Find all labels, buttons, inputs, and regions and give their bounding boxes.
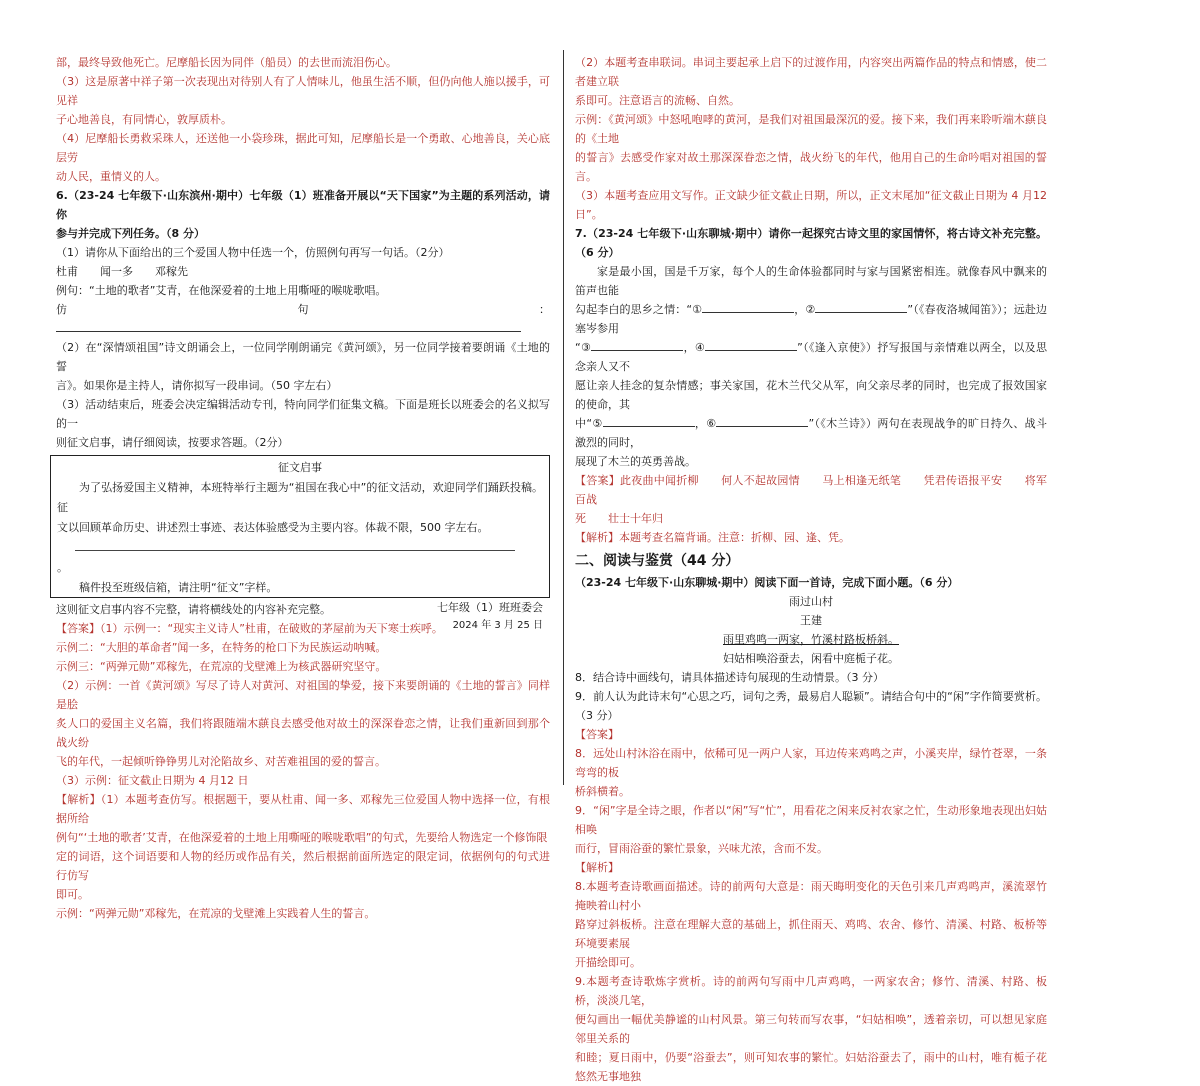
text-line: 子心地善良，有同情心，敦厚质朴。 [56, 113, 232, 126]
question-6-heading-cont: 参与并完成下列任务。（8 分） [56, 227, 205, 240]
text-line: 部，最终导致他死亡。尼摩船长因为同伴（船员）的去世而流泪伤心。 [56, 56, 397, 69]
fill-line: “③ ，④ ”（《逢入京使》）抒写报国与亲情难以两全，以及思念亲人又不 [575, 341, 1047, 373]
answer-line: 炙人口的爱国主义名篇，我们将跟随端木蕻良去感受他对故土的深深眷恋之情，让我们重新回到那个战火纷 [56, 717, 550, 749]
left-column [56, 53, 550, 923]
notice-blank-line: 。 [57, 538, 543, 578]
analysis-line: 即可。 [56, 888, 89, 901]
answer-blank-3[interactable] [591, 339, 683, 351]
analysis-line: 示例：“两弹元勋”邓稼先，在荒凉的戈壁滩上实践着人生的誓言。 [56, 907, 376, 920]
text-line: 家是最小国，国是千万家，每个人的生命体验都同时与家与国紧密相连。就像春风中飘来的笛声也能 [575, 265, 1047, 297]
answer-label: 【答案】 [575, 728, 619, 741]
notice-text: 文以回顾革命历史、讲述烈士事迹、表达体验感受为主要内容。体裁不限，500 字左右。 [57, 521, 489, 534]
answer-line: 【答案】此夜曲中闻折柳 何人不起故园情 马上相逢无纸笔 凭君传语报平安 将军百战 [575, 474, 1047, 506]
figure-list: 杜甫 闻一多 邓稼先 [56, 265, 188, 278]
notice-title: 征文启事 [278, 461, 322, 474]
right-column [575, 53, 1047, 1086]
question-7-heading: 7.（23-24 七年级下·山东聊城·期中）请你一起探究古诗文里的家国情怀，将古诗文补充完整。（6 分） [575, 227, 1047, 259]
notice-signature: 七年级（1）班班委会 [437, 601, 543, 614]
answer-line: 9．“闲”字是全诗之眼，作者以“闲”写“忙”，用看花之闲来反衬农家之忙，生动形象地表现出妇姑相唤 [575, 804, 1047, 836]
analysis-line: 例句“‘土地的歌者’艾青，在他深爱着的土地上用嘶哑的喉咙歌唱”的句式，先要给人物选定一个修饰限 [56, 831, 548, 844]
imitation-label: 仿句： [56, 303, 550, 316]
analysis-line: （2）本题考查串联词。串词主要起承上启下的过渡作用，内容突出两篇作品的特点和情感，使二者建立联 [575, 56, 1047, 88]
answer-line: 8．远处山村沐浴在雨中，依稀可见一两户人家，耳边传来鸡鸣之声，小溪夹岸，绿竹苍翠，一条弯弯的板 [575, 747, 1047, 779]
analysis-line: 路穿过斜板桥。注意在理解大意的基础上，抓住雨天、鸡鸣、农舍、修竹、清溪、村路、板桥等环境要素展 [575, 918, 1047, 950]
fill-line: 勾起李白的思乡之情：“① ，② ”（《春夜洛城闻笛》）；远赴边塞岑参用 [575, 303, 1047, 335]
example-sentence: 例句：“土地的歌者”艾青，在他深爱着的土地上用嘶哑的喉咙歌唱。 [56, 284, 387, 297]
text-line: （3）这是原著中祥子第一次表现出对待别人有了人情味儿，他虽生活不顺，但仍向他人施以援手，可见祥 [56, 75, 550, 107]
imitation-line [56, 300, 550, 338]
question-9: 9．前人认为此诗末句“心思之巧，词句之秀，最易启人聪颖”。请结合句中的“闲”字作简要赏析。（3 分） [575, 690, 1047, 722]
poem-title: 雨过山村 [789, 595, 833, 608]
text-line: 动人民，重情义的人。 [56, 170, 166, 183]
answer-blank[interactable] [56, 320, 521, 332]
answer-line: （2）示例：一首《黄河颂》写尽了诗人对黄河、对祖国的挚爱，接下来要朗诵的《土地的誓言》同样是脍 [56, 679, 550, 711]
answer-line: 死 壮士十年归 [575, 512, 663, 525]
text-line: （2）在“深情颂祖国”诗文朗诵会上，一位同学刚朗诵完《黄河颂》，另一位同学接着要朗诵《土地的誓 [56, 341, 550, 373]
notice-date: 2024 年 3 月 25 日 [452, 620, 543, 631]
analysis-line: 便勾画出一幅优美静谧的山村风景。第三句转而写农事，“妇姑相唤”，透着亲切，可以想见家庭邻里关系的 [575, 1013, 1047, 1045]
answer-blank-2[interactable] [815, 301, 907, 313]
text-line: （1）请你从下面给出的三个爱国人物中任选一个，仿照例句再写一句话。（2分） [56, 246, 450, 259]
answer-line: 【答案】（1）示例一：“现实主义诗人”杜甫，在破败的茅屋前为天下寒士疾呼。 [56, 622, 443, 635]
text-line: 言》。如果你是主持人，请你拟写一段串词。（50 字左右） [56, 379, 338, 392]
poem-author: 王建 [800, 614, 822, 627]
poem-line: 雨里鸡鸣一两家，竹溪村路板桥斜。 [723, 633, 899, 646]
text-line: 这则征文启事内容不完整，请将横线处的内容补充完整。 [56, 603, 331, 616]
analysis-line: 9.本题考查诗歌炼字赏析。诗的前两句写雨中几声鸡鸣，一两家农舍；修竹、清溪、村路、板桥，淡淡几笔， [575, 975, 1047, 1007]
notice-text: 为了弘扬爱国主义精神，本班特举行主题为“祖国在我心中”的征文活动，欢迎同学们踊跃投稿。征 [57, 481, 543, 514]
text-line: 展现了木兰的英勇善战。 [575, 455, 696, 468]
analysis-line: 示例：《黄河颂》中怒吼咆哮的黄河，是我们对祖国最深沉的爱。接下来，我们再来聆听端木蕻良的《土地 [575, 113, 1047, 145]
reading-instruction: （23-24 七年级下·山东聊城·期中）阅读下面一首诗，完成下面小题。（6 分） [575, 576, 959, 589]
column-divider [563, 50, 564, 785]
answer-line: 桥斜横着。 [575, 785, 630, 798]
answer-line: 飞的年代，一起倾听铮铮男儿对沦陷故乡、对苦难祖国的爱的誓言。 [56, 755, 386, 768]
analysis-line: 8.本题考查诗歌画面描述。诗的前两句大意是：雨天晦明变化的天色引来几声鸡鸣声，溪流翠竹掩映着山村小 [575, 880, 1047, 912]
analysis-line: 的誓言》去感受作家对故土那深深眷恋之情，战火纷飞的年代，他用自己的生命吟唱对祖国的誓言。 [575, 151, 1047, 183]
question-8: 8．结合诗中画线句，请具体描述诗句展现的生动情景。（3 分） [575, 671, 884, 684]
text-line: （3）活动结束后，班委会决定编辑活动专刊，特向同学们征集文稿。下面是班长以班委会的名义拟写的一 [56, 398, 550, 430]
poem-line: 妇姑相唤浴蚕去，闲看中庭栀子花。 [723, 652, 899, 665]
answer-blank-6[interactable] [716, 415, 808, 427]
answer-line: 示例三：“两弹元勋”邓稼先，在荒凉的戈壁滩上为核武器研究坚守。 [56, 660, 387, 673]
analysis-line: 开描绘即可。 [575, 956, 641, 969]
question-6-heading: 6.（23-24 七年级下·山东滨州·期中）七年级（1）班准备开展以“天下国家”为主题的系列活动，请你 [56, 189, 550, 221]
analysis-line: （3）本题考查应用文写作。正文缺少征文截止日期，所以，正文末尾加“征文截止日期为 4 月12 日”。 [575, 189, 1047, 221]
fill-line: 中“⑤ ，⑥ ”（《木兰诗》）两句在表现战争的旷日持久、战斗激烈的同时， [575, 417, 1048, 449]
text-line: （4）尼摩船长勇救采珠人，还送他一小袋珍珠，据此可知，尼摩船长是一个勇敢、心地善良，关心底层劳 [56, 132, 550, 164]
answer-line: （3）示例：征文截止日期为 4 月12 日 [56, 774, 249, 787]
text-line: 则征文启事，请仔细阅读，按要求答题。（2分） [56, 436, 289, 449]
answer-blank-1[interactable] [702, 301, 794, 313]
analysis-line: 【解析】本题考查名篇背诵。注意：折柳、园、逢、凭。 [575, 531, 850, 544]
notice-blank[interactable] [75, 538, 515, 551]
section-heading: 二、阅读与鉴赏（44 分） [575, 553, 740, 569]
analysis-line: 和睦；夏日雨中，仍要“浴蚕去”，则可知农事的繁忙。妇姑浴蚕去了，雨中的山村，唯有栀子花悠然无事地独 [575, 1051, 1047, 1083]
answer-line: 示例二：“大胆的革命者”闻一多，在特务的枪口下为民族运动呐喊。 [56, 641, 387, 654]
answer-line: 而行，冒雨浴蚕的繁忙景象，兴味尤浓，含而不发。 [575, 842, 828, 855]
analysis-line: 定的词语，这个词语要和人物的经历或作品有关，然后根据前面所选定的限定词，依据例句的句式进行仿写 [56, 850, 550, 882]
answer-blank-5[interactable] [603, 415, 695, 427]
notice-text: 稿件投至班级信箱，请注明“征文”字样。 [79, 581, 278, 594]
analysis-line: 系即可。注意语言的流畅、自然。 [575, 94, 740, 107]
analysis-line: 【解析】（1）本题考查仿写。根据题干，要从杜甫、闻一多、邓稼先三位爱国人物中选择一位，有根据所给 [56, 793, 550, 825]
analysis-label: 【解析】 [575, 861, 619, 874]
text-line: 愿让亲人挂念的复杂情感；事关家国，花木兰代父从军，向父亲尽孝的同时，也完成了报效国家的使命，其 [575, 379, 1047, 411]
answer-blank-4[interactable] [705, 339, 797, 351]
